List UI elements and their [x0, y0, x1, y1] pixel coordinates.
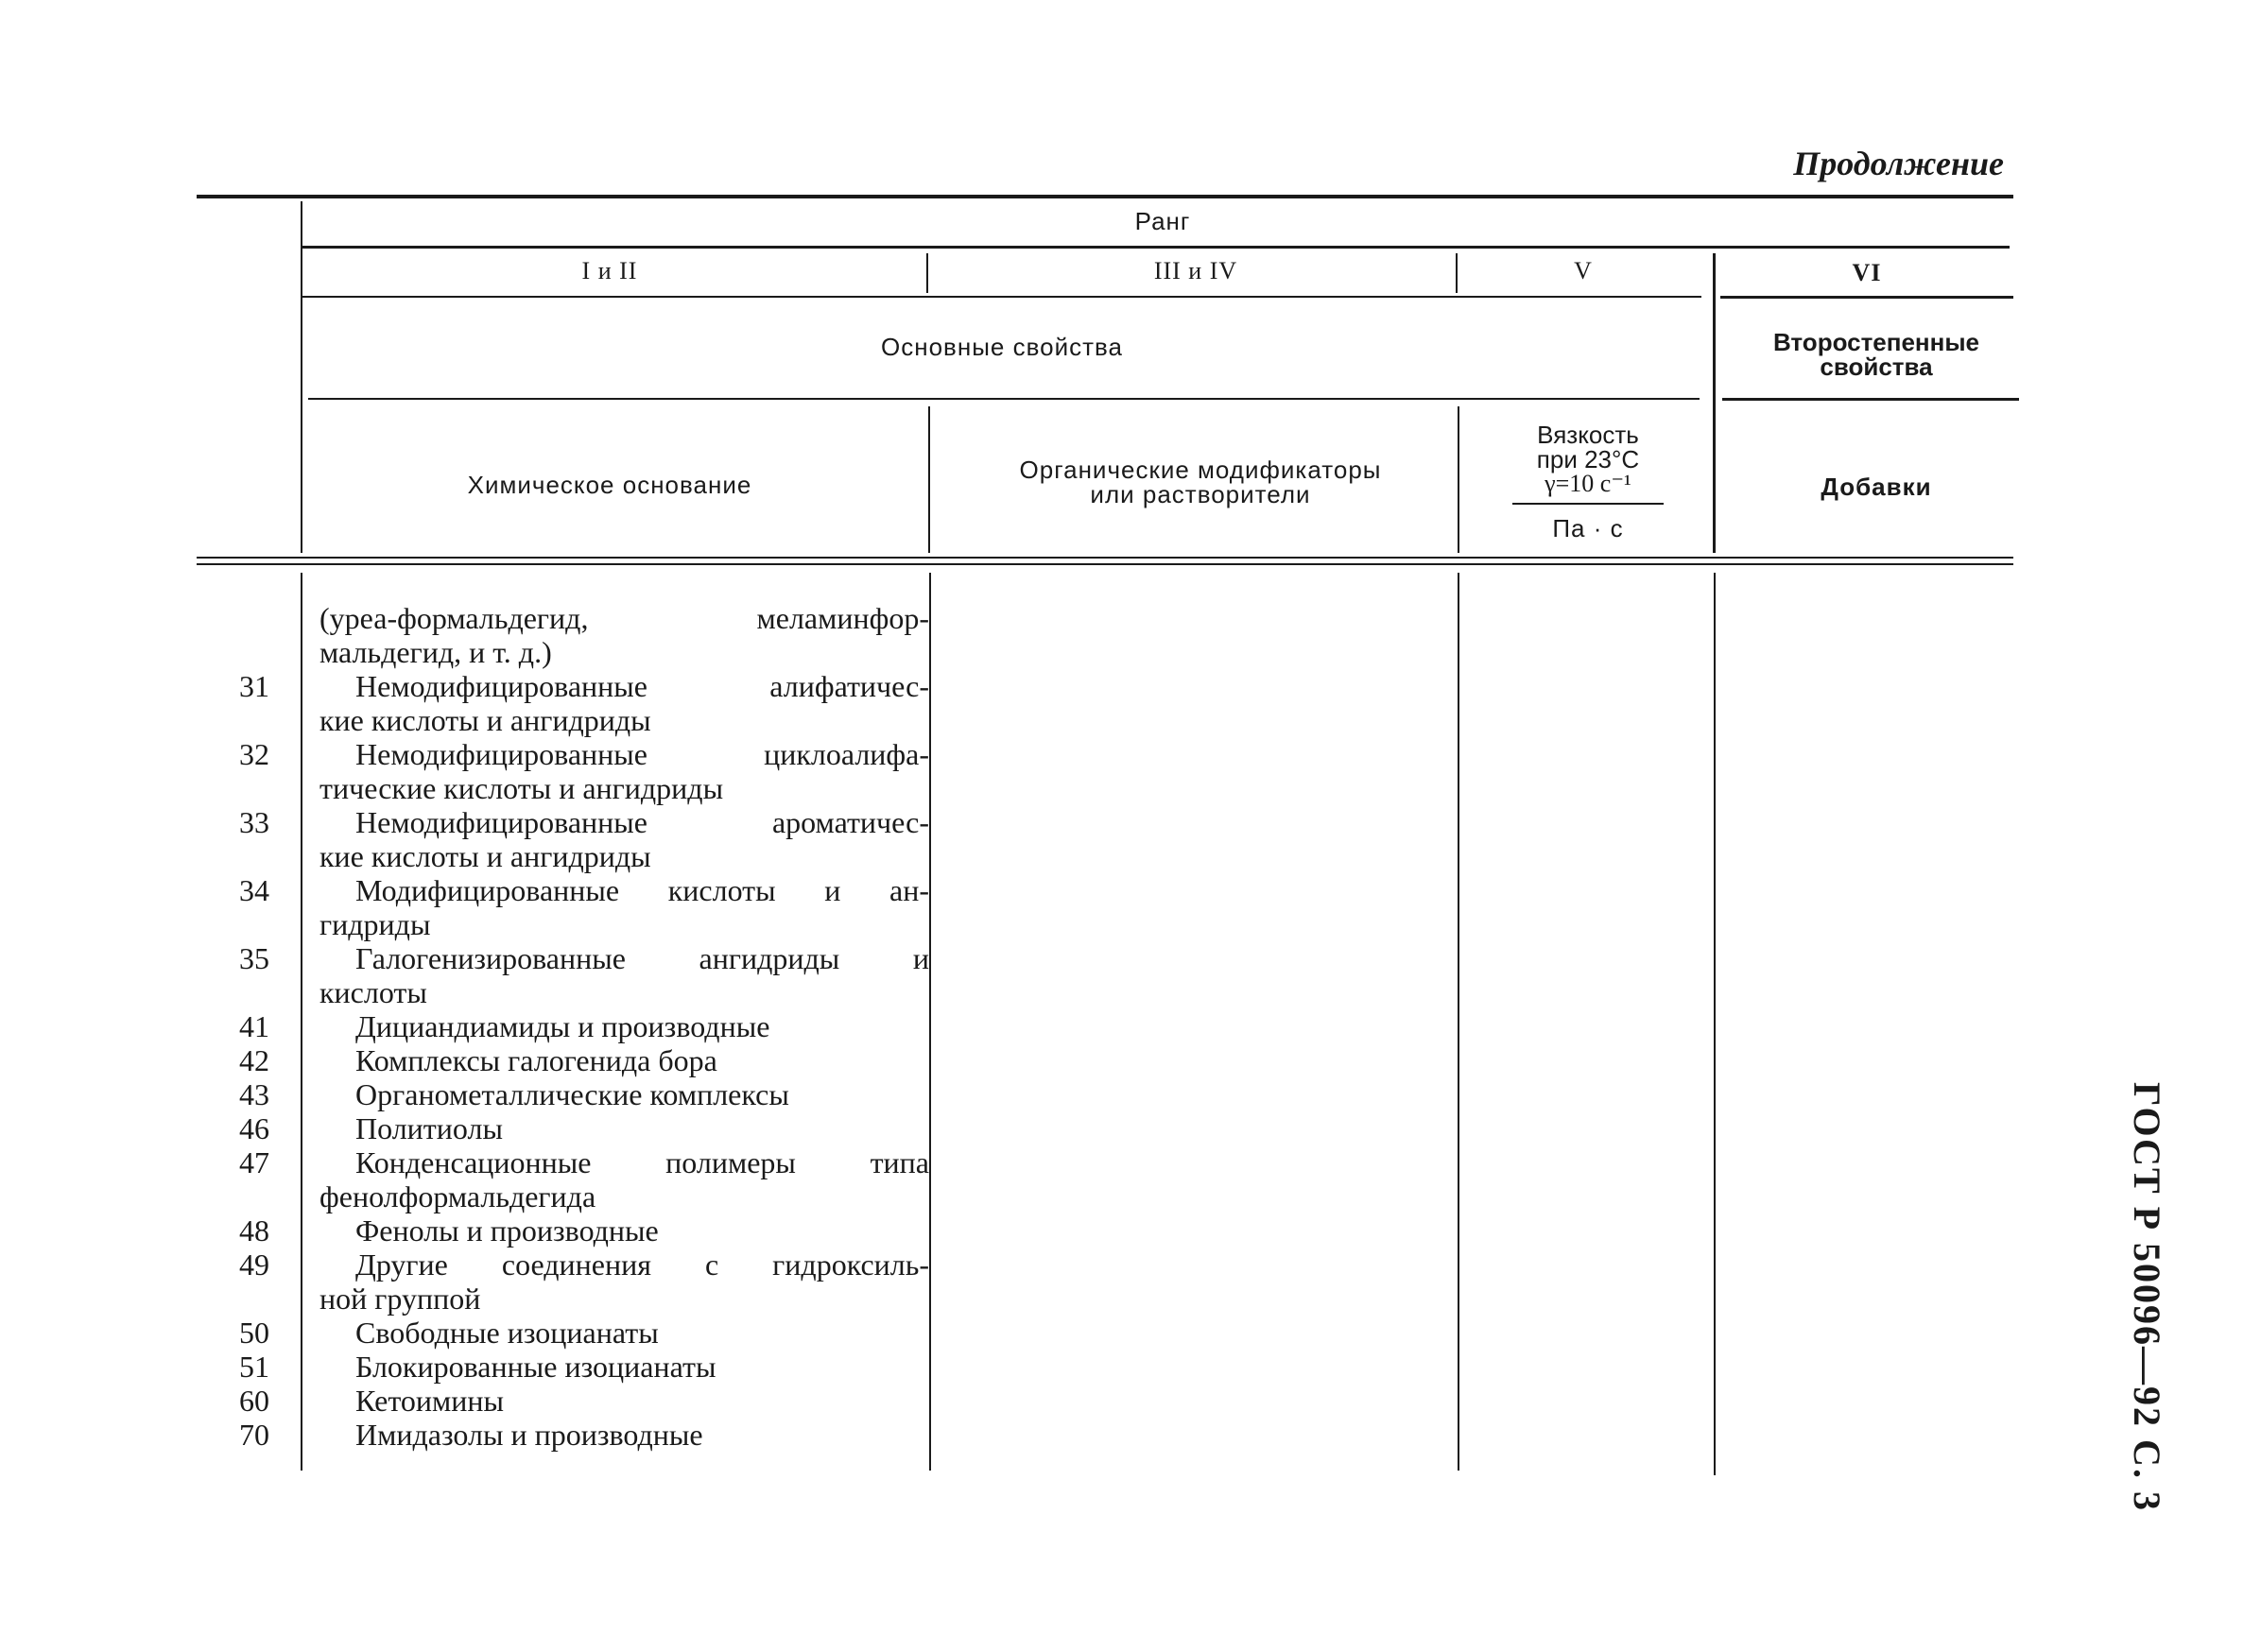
properties-rule-right	[1722, 398, 2019, 401]
table-row	[0, 1384, 945, 1418]
row-number: 32	[239, 737, 269, 771]
table-top-rule	[197, 195, 2013, 198]
header-bottom-rule-1	[197, 557, 2013, 559]
properties-rule-left	[308, 398, 1700, 400]
row-text: Галогенизированные ангидриды и	[355, 941, 929, 975]
row-number: 41	[239, 1009, 269, 1043]
organic-modifiers-line1: Органические модификаторы	[1019, 456, 1382, 484]
viscosity-line2: при 23°С	[1536, 445, 1640, 473]
col-divider-4-body	[1714, 573, 1716, 1475]
viscosity-unit: Па · с	[1552, 514, 1624, 542]
table-row	[0, 669, 945, 703]
table-row	[0, 737, 945, 771]
row-text: Фенолы и производные	[355, 1213, 659, 1248]
row-text: Органометаллические комплексы	[355, 1077, 789, 1111]
rank-number-rule-right	[1720, 296, 2013, 299]
row-number: 46	[239, 1111, 269, 1145]
table-row-continuation	[0, 839, 945, 873]
row-text: Немодифицированные алифатичес-	[355, 669, 929, 703]
table-row	[0, 1418, 945, 1452]
row-text: мальдегид, и т. д.)	[319, 635, 552, 669]
row-text: Имидазолы и производные	[355, 1418, 703, 1452]
row-text: Кетоимины	[355, 1384, 505, 1418]
table-row-continuation	[0, 1282, 945, 1316]
additives-header: Добавки	[1821, 473, 1932, 501]
row-text: фенолформальдегида	[319, 1179, 596, 1213]
col-divider-3	[1456, 253, 1458, 293]
row-text: Другие соединения с гидроксиль-	[355, 1248, 929, 1282]
row-text: Немодифицированные циклоалифа-	[355, 737, 929, 771]
table-row-continuation	[0, 771, 945, 805]
table-row	[0, 1077, 945, 1111]
col-divider-1	[301, 201, 302, 553]
col-divider-4	[1713, 253, 1716, 553]
viscosity-line3: γ=10 с⁻¹	[1545, 470, 1631, 497]
row-number: 51	[239, 1350, 269, 1384]
col-divider-2	[926, 253, 928, 293]
continuation-label: Продолжение	[1793, 145, 2004, 182]
row-text: кислоты	[319, 975, 427, 1009]
row-number: 34	[239, 873, 269, 907]
row-number: 33	[239, 805, 269, 839]
secondary-properties-line1: Второстепенные	[1772, 328, 1980, 356]
organic-modifiers-line2: или растворители	[1090, 480, 1311, 508]
row-text: ной группой	[319, 1282, 481, 1316]
table-row	[0, 1145, 945, 1179]
rank-1-2: I и II	[581, 257, 638, 284]
row-text: Блокированные изоцианаты	[355, 1350, 716, 1384]
row-number: 50	[239, 1316, 269, 1350]
col-divider-3-body	[1458, 573, 1459, 1471]
row-number: 43	[239, 1077, 269, 1111]
table-row	[0, 1248, 945, 1282]
row-text: кие кислоты и ангидриды	[319, 839, 651, 873]
row-number: 70	[239, 1418, 269, 1452]
table-row-continuation	[0, 975, 945, 1009]
table-row-continuation	[0, 907, 945, 941]
table-row-continuation	[0, 703, 945, 737]
document-code-label: ГОСТ Р 50096—92 С. 3	[2126, 1082, 2168, 1512]
row-text: гидриды	[319, 907, 431, 941]
table-row	[0, 1213, 945, 1248]
row-text: кие кислоты и ангидриды	[319, 703, 651, 737]
row-text: Политиолы	[355, 1111, 503, 1145]
row-number: 35	[239, 941, 269, 975]
row-number: 31	[239, 669, 269, 703]
rank-6: VI	[1852, 259, 1882, 286]
col-divider-2-lower	[928, 406, 930, 553]
table-row	[0, 805, 945, 839]
table-row	[0, 873, 945, 907]
secondary-properties-line2: свойства	[1820, 353, 1933, 381]
rank-rule	[302, 246, 2010, 249]
row-number: 48	[239, 1213, 269, 1248]
row-number: 60	[239, 1384, 269, 1418]
rank-label: Ранг	[1134, 207, 1191, 235]
rank-number-rule-left	[302, 296, 1701, 298]
rank-3-4: III и IV	[1153, 257, 1238, 284]
table-row	[0, 1111, 945, 1145]
row-number: 47	[239, 1145, 269, 1179]
row-text: Дициандиамиды и производные	[355, 1009, 770, 1043]
table-row-continuation	[0, 635, 945, 669]
table-row	[0, 1043, 945, 1077]
viscosity-fraction-bar	[1512, 503, 1664, 505]
table-row	[0, 1316, 945, 1350]
row-text: тические кислоты и ангидриды	[319, 771, 724, 805]
row-text: Немодифицированные ароматичес-	[355, 805, 929, 839]
row-text: Модифицированные кислоты и ан-	[355, 873, 929, 907]
row-text: Комплексы галогенида бора	[355, 1043, 717, 1077]
table-row	[0, 941, 945, 975]
table-row	[0, 1350, 945, 1384]
row-number: 42	[239, 1043, 269, 1077]
viscosity-line1: Вязкость	[1537, 421, 1639, 449]
rank-5: V	[1574, 257, 1593, 284]
header-bottom-rule-2	[197, 563, 2013, 565]
table-row	[0, 1009, 945, 1043]
chemical-base-header: Химическое основание	[467, 471, 752, 499]
main-properties: Основные свойства	[881, 333, 1123, 361]
table-row-continuation	[0, 1179, 945, 1213]
row-text: Конденсационные полимеры типа	[355, 1145, 929, 1179]
row-text: (уреа-формальдегид, меламинфор-	[319, 601, 929, 635]
row-number: 49	[239, 1248, 269, 1282]
col-divider-3-lower	[1458, 406, 1459, 553]
row-text: Свободные изоцианаты	[355, 1316, 659, 1350]
table-row	[0, 601, 945, 635]
